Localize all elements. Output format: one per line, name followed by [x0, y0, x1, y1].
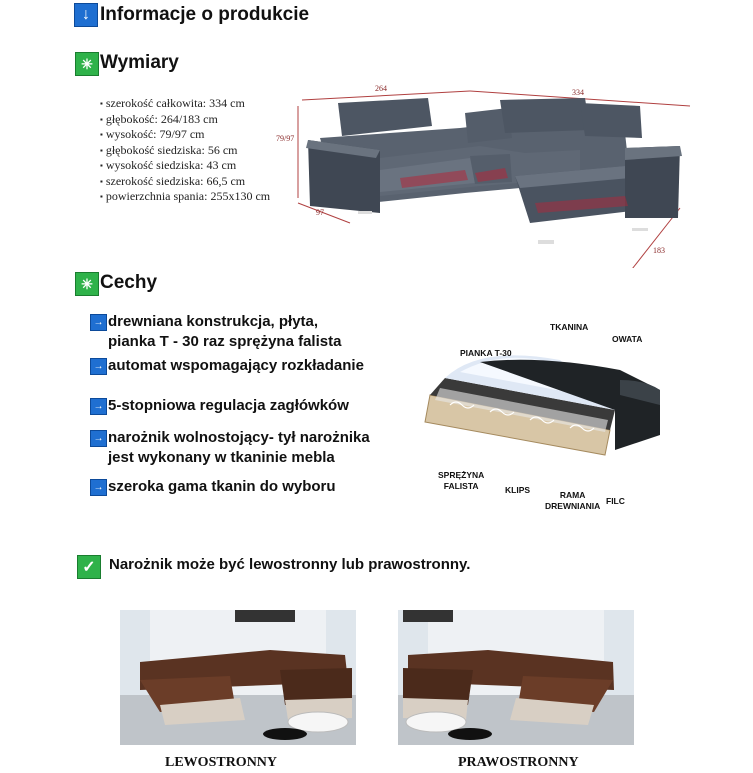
layer-label-owata: OWATA	[612, 334, 643, 344]
right-caption: PRAWOSTRONNY	[458, 755, 579, 770]
orientation-note: Narożnik może być lewostronny lub prawostronny.	[109, 556, 471, 573]
layer-label-tkanina: TKANINA	[550, 322, 589, 332]
dim-label-97: 97	[316, 208, 324, 217]
dimension-item: ▪ wysokość siedziska: 43 cm	[100, 158, 270, 174]
left-caption: LEWOSTRONNY	[165, 755, 278, 770]
dimensions-title: Wymiary	[100, 52, 179, 73]
dim-label-334: 334	[572, 88, 584, 97]
dimension-item: ▪ szerokość siedziska: 66,5 cm	[100, 174, 270, 190]
layer-label-rama	[545, 490, 600, 512]
feature-line: 5-stopniowa regulacja zagłówków	[108, 397, 349, 414]
feature-line: drewniana konstrukcja, płyta,	[108, 313, 319, 330]
layer-label-line: SPRĘŻYNA	[438, 470, 485, 480]
cushion-cross-section-image	[420, 350, 670, 470]
dimension-item: ▪ głębokość siedziska: 56 cm	[100, 143, 270, 159]
features-title: Cechy	[100, 272, 158, 293]
layer-label-klips: KLIPS	[505, 485, 531, 495]
arrow-right-icon: →	[90, 479, 107, 496]
arrow-right-icon: →	[90, 398, 107, 415]
sparkle-icon: ✳	[75, 52, 99, 76]
feature-item	[90, 477, 336, 497]
layer-label-filc: FILC	[606, 496, 625, 506]
sofa-dimension-image	[280, 78, 700, 268]
feature-line: narożnik wolnostojący- tył narożnika	[108, 429, 370, 446]
arrow-right-icon: →	[90, 314, 107, 331]
layer-label-line: RAMA	[559, 490, 586, 500]
dimension-item: ▪ głębokość: 264/183 cm	[100, 112, 270, 128]
dimension-item: ▪ szerokość całkowita: 334 cm	[100, 96, 270, 112]
feature-item	[90, 428, 370, 468]
feature-line: szeroka gama tkanin do wyboru	[108, 478, 336, 495]
layer-label-line: FALISTA	[443, 481, 479, 491]
layer-label-pianka: PIANKA T-30	[460, 348, 512, 358]
right-sofa-photo	[398, 610, 634, 745]
feature-item	[90, 396, 349, 416]
checkmark-icon: ✓	[77, 555, 101, 579]
layer-label-line: DREWNIANIA	[545, 501, 601, 511]
dimension-item: ▪ powierzchnia spania: 255x130 cm	[100, 189, 270, 205]
arrow-right-icon: →	[90, 358, 107, 375]
download-arrow-icon: ↓	[74, 3, 98, 27]
left-sofa-photo	[120, 610, 356, 745]
feature-line: pianka T - 30 raz sprężyna falista	[108, 333, 342, 350]
arrow-right-icon: →	[90, 430, 107, 447]
page-title: Informacje o produkcie	[100, 4, 310, 25]
dimension-item: ▪ wysokość: 79/97 cm	[100, 127, 270, 143]
feature-line: jest wykonany w tkaninie mebla	[108, 449, 335, 466]
layer-label-sprezyna	[438, 470, 484, 492]
dim-label-264: 264	[375, 84, 387, 93]
dimensions-list	[100, 96, 270, 205]
dim-label-height: 79/97	[276, 134, 295, 143]
feature-line: automat wspomagający rozkładanie	[108, 357, 364, 374]
sparkle-icon: ✳	[75, 272, 99, 296]
feature-item	[90, 356, 364, 376]
feature-item	[90, 312, 341, 352]
dim-label-183: 183	[653, 246, 665, 255]
